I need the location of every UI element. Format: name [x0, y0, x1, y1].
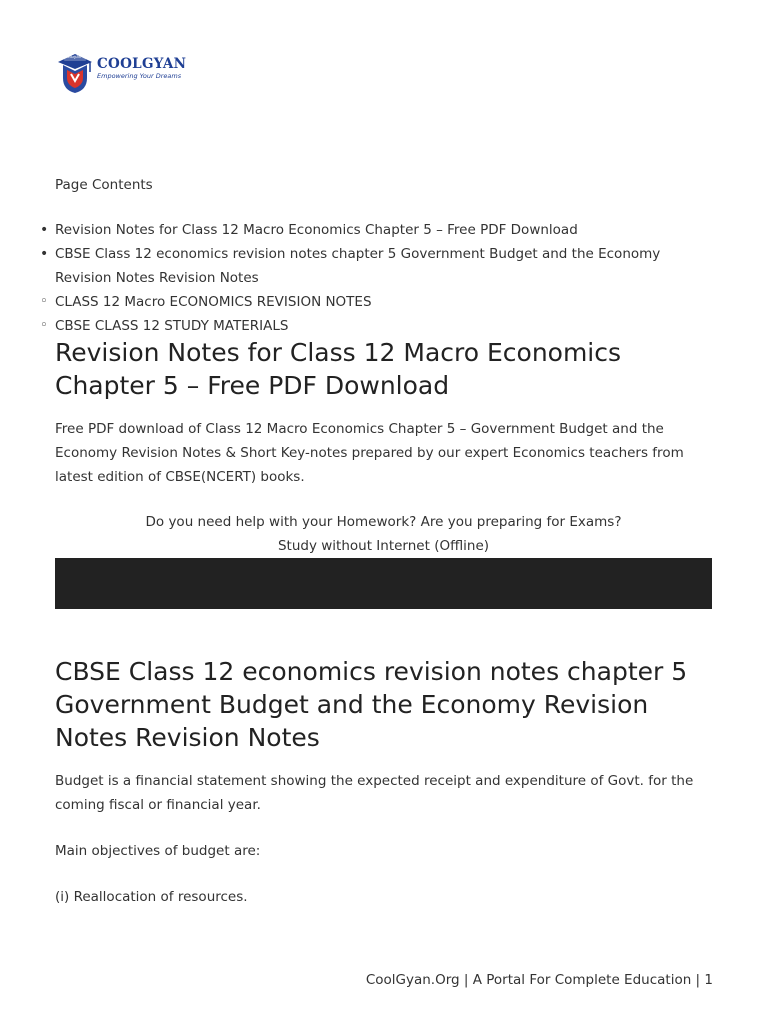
logo-title: COOLGYAN: [97, 56, 187, 72]
page-contents-heading: Page Contents: [55, 177, 153, 193]
offline-banner[interactable]: [55, 558, 712, 609]
objectives-intro: Main objectives of budget are:: [55, 843, 261, 859]
section1-paragraph: Free PDF download of Class 12 Macro Economics Chapter 5 – Government Budget and the Economy Revision Notes & Short Key-notes prepared by our expert Economics teachers from latest edition of CBSE(NCERT) books.: [55, 421, 684, 485]
toc-link-study-materials[interactable]: ◦ CBSE CLASS 12 STUDY MATERIALS: [55, 314, 715, 338]
homework-help-text: Do you need help with your Homework? Are you preparing for Exams?: [145, 514, 622, 530]
toc-link-class12-macro-notes[interactable]: ◦ CLASS 12 Macro ECONOMICS REVISION NOTES: [55, 290, 715, 314]
logo-tagline: Empowering Your Dreams: [97, 72, 182, 80]
toc-link-cbse-revision-notes[interactable]: • CBSE Class 12 economics revision notes chapter 5 Government Budget and the Economy Revision Notes Revision Notes: [55, 242, 715, 290]
budget-definition-paragraph: Budget is a financial statement showing the expected receipt and expenditure of Govt. for the coming fiscal or financial year.: [55, 773, 694, 813]
offline-study-text: Study without Internet (Offline): [277, 538, 490, 554]
section2-heading: CBSE Class 12 economics revision notes chapter 5 Government Budget and the Economy Revision Notes Revision Notes: [55, 657, 688, 752]
coolgyan-logo[interactable]: [54, 50, 204, 94]
logo-badge-text: CoolGyan: [62, 54, 82, 59]
toc-link-revision-notes[interactable]: • Revision Notes for Class 12 Macro Economics Chapter 5 – Free PDF Download: [55, 218, 715, 242]
page-contents-list: [55, 218, 715, 338]
objective-item-1: (i) Reallocation of resources.: [55, 889, 248, 905]
page-footer: CoolGyan.Org | A Portal For Complete Education | 1: [365, 972, 713, 988]
section1-heading: Revision Notes for Class 12 Macro Economics Chapter 5 – Free PDF Download: [55, 338, 622, 400]
